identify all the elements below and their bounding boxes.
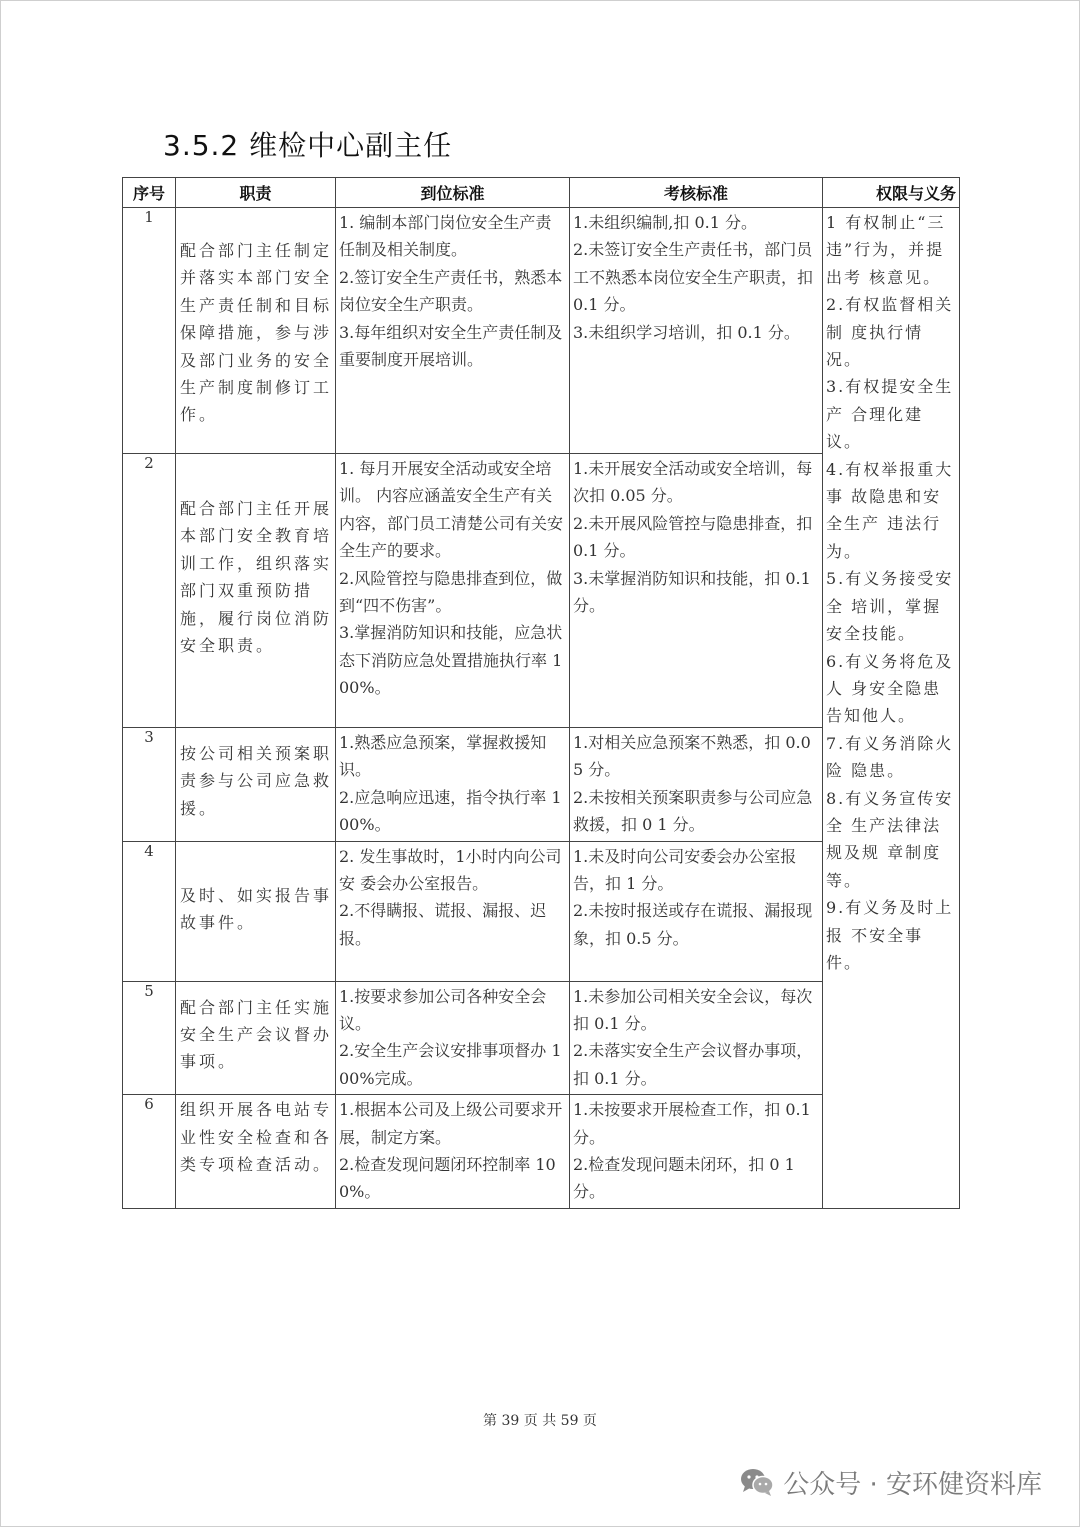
- standard-item: 1.按要求参加公司各种安全会议。: [339, 986, 547, 1034]
- assessment-item: 3.未组织学习培训，扣 0.1 分。: [573, 322, 800, 342]
- rights-cell: [823, 208, 960, 1209]
- assessment-item: 1.未及时向公司安委会办公室报告，扣 1 分。: [573, 846, 797, 894]
- standard-item: 2.签订安全生产责任书，熟悉本岗位安全生产职责。: [339, 267, 563, 315]
- assessment-item: 1.未按要求开展检查工作，扣 0.1 分。: [573, 1100, 811, 1147]
- responsibility-table: [122, 177, 960, 1209]
- section-heading: [163, 124, 452, 164]
- section-number: 3.5.2: [163, 129, 240, 162]
- assessment-item: 1.对相关应急预案不熟悉，扣 0.05 分。: [573, 733, 811, 780]
- watermark-text: 公众号 · 安环健资料库: [783, 1469, 1042, 1500]
- rights-item: 1 有权制止“三违”行为，并提出考 核意见。: [826, 213, 946, 287]
- standard-item: 2.检查发现问题闭环控制率 100%。: [339, 1155, 556, 1202]
- standard-item: 2.不得瞒报、谎报、漏报、迟报。: [339, 901, 547, 948]
- table-header-row: [123, 178, 960, 208]
- standard-cell: [336, 208, 570, 454]
- assessment-cell: [570, 454, 823, 728]
- rights-item: 2.有权监督相关制 度执行情况。: [826, 295, 954, 370]
- standard-item: 1.根据本公司及上级公司要求开展，制定方案。: [339, 1100, 563, 1147]
- page-footer: 第 39 页 共 59 页: [483, 1413, 597, 1429]
- duty-text: 按公司相关预案职责参与公司应急救援。: [180, 744, 333, 818]
- header-assessment: 考核标准: [570, 178, 823, 208]
- assessment-item: 3.未掌握消防知识和技能，扣 0.1 分。: [573, 568, 811, 616]
- standard-cell: [336, 841, 570, 981]
- duty-text: 配合部门主任实施安全生产会议督办事项。: [180, 997, 333, 1072]
- standard-item: 2.应急响应迅速，指令执行率 100%。: [339, 787, 562, 835]
- standard-item: 3.每年组织对安全生产责任制及重要制度开展培训。: [339, 322, 563, 370]
- standard-item: 2.安全生产会议安排事项督办 100%完成。: [339, 1041, 562, 1088]
- assessment-item: 2.未按相关预案职责参与公司应急救援，扣 0 1 分。: [573, 787, 813, 835]
- row-number: 1: [123, 208, 176, 454]
- standard-item: 1. 编制本部门岗位安全生产责任制及相关制度。: [339, 213, 552, 260]
- standard-cell: [336, 1095, 570, 1209]
- rights-item: 6.有义务将危及人 身安全隐患告知他人。: [826, 651, 954, 726]
- assessment-cell: [570, 728, 823, 842]
- row-number: 2: [123, 454, 176, 728]
- duty-cell: [176, 841, 336, 981]
- assessment-cell: [570, 1095, 823, 1209]
- rights-item: 8.有义务宣传安全 生产法律法规及规 章制度等。: [826, 788, 954, 890]
- assessment-item: 1.未参加公司相关安全会议，每次扣 0.1 分。: [573, 986, 813, 1034]
- table-row: [123, 208, 960, 454]
- standard-item: 1. 每月开展安全活动或安全培训。 内容应涵盖安全生产有关内容，部门员工清楚公司有关安全生产的要求。: [339, 459, 564, 561]
- row-number: 4: [123, 841, 176, 981]
- standard-item: 3.掌握消防知识和技能，应急状态下消防应急处置措施执行率 100%。: [339, 623, 563, 698]
- duty-cell: [176, 1095, 336, 1209]
- row-number: 6: [123, 1095, 176, 1209]
- duty-cell: [176, 981, 336, 1095]
- header-duty: 职责: [176, 178, 336, 208]
- watermark: [739, 1462, 1042, 1502]
- assessment-item: 2.未开展风险管控与隐患排查，扣 0.1 分。: [573, 513, 813, 561]
- header-no: 序号: [123, 178, 176, 208]
- row-number: 5: [123, 981, 176, 1095]
- header-rights: 权限与义务: [823, 178, 960, 208]
- assessment-item: 2.未签订安全生产责任书，部门员工不熟悉本岗位安全生产职责，扣 0.1 分。: [573, 240, 814, 315]
- duty-text: 配合部门主任开展本部门安全教育培训工作，组织落实部门双重预防措施，履行岗位消防安全职责。: [180, 499, 333, 656]
- assessment-item: 2.未落实安全生产会议督办事项，扣 0.1 分。: [573, 1041, 813, 1088]
- row-number: 3: [123, 728, 176, 842]
- rights-item: 7.有义务消除火险 隐患。: [826, 733, 954, 781]
- assessment-item: 1.未开展安全活动或安全培训，每次扣 0.05 分。: [573, 459, 813, 506]
- standard-cell: [336, 454, 570, 728]
- standard-cell: [336, 728, 570, 842]
- assessment-cell: [570, 208, 823, 454]
- standard-item: 2. 发生事故时，1小时内向公司安 委会办公室报告。: [339, 846, 562, 894]
- assessment-item: 2.检查发现问题未闭环，扣 0 1 分。: [573, 1155, 795, 1202]
- rights-item: 3.有权提安全生产 合理化建议。: [826, 377, 954, 452]
- standard-item: 1.熟悉应急预案，掌握救援知识。: [339, 733, 547, 780]
- duty-cell: [176, 728, 336, 842]
- header-standard: 到位标准: [336, 178, 570, 208]
- assessment-cell: [570, 981, 823, 1095]
- rights-item: 5.有义务接受安全 培训，掌握安全技能。: [826, 569, 954, 644]
- assessment-item: 1.未组织编制,扣 0.1 分。: [573, 213, 757, 232]
- wechat-icon: [739, 1466, 775, 1498]
- standard-cell: [336, 981, 570, 1095]
- duty-text: 组织开展各电站专业性安全检查和各类专项检查活动。: [180, 1100, 333, 1175]
- assessment-item: 2.未按时报送或存在谎报、漏报现象，扣 0.5 分。: [573, 901, 813, 948]
- duty-cell: [176, 208, 336, 454]
- section-title: 维检中心副主任: [249, 129, 453, 162]
- duty-cell: [176, 454, 336, 728]
- duty-text: 配合部门主任制定并落实本部门安全生产责任制和目标保障措施，参与涉及部门业务的安全生产制度制修订工作。: [180, 241, 333, 425]
- duty-text: 及时、如实报告事故事件。: [180, 885, 333, 933]
- rights-item: 9.有义务及时上报 不安全事件。: [826, 898, 954, 972]
- assessment-cell: [570, 841, 823, 981]
- standard-item: 2.风险管控与隐患排查到位，做到“四不伤害”。: [339, 568, 563, 616]
- rights-item: 4.有权举报重大事 故隐患和安全生产 违法行为。: [826, 459, 954, 561]
